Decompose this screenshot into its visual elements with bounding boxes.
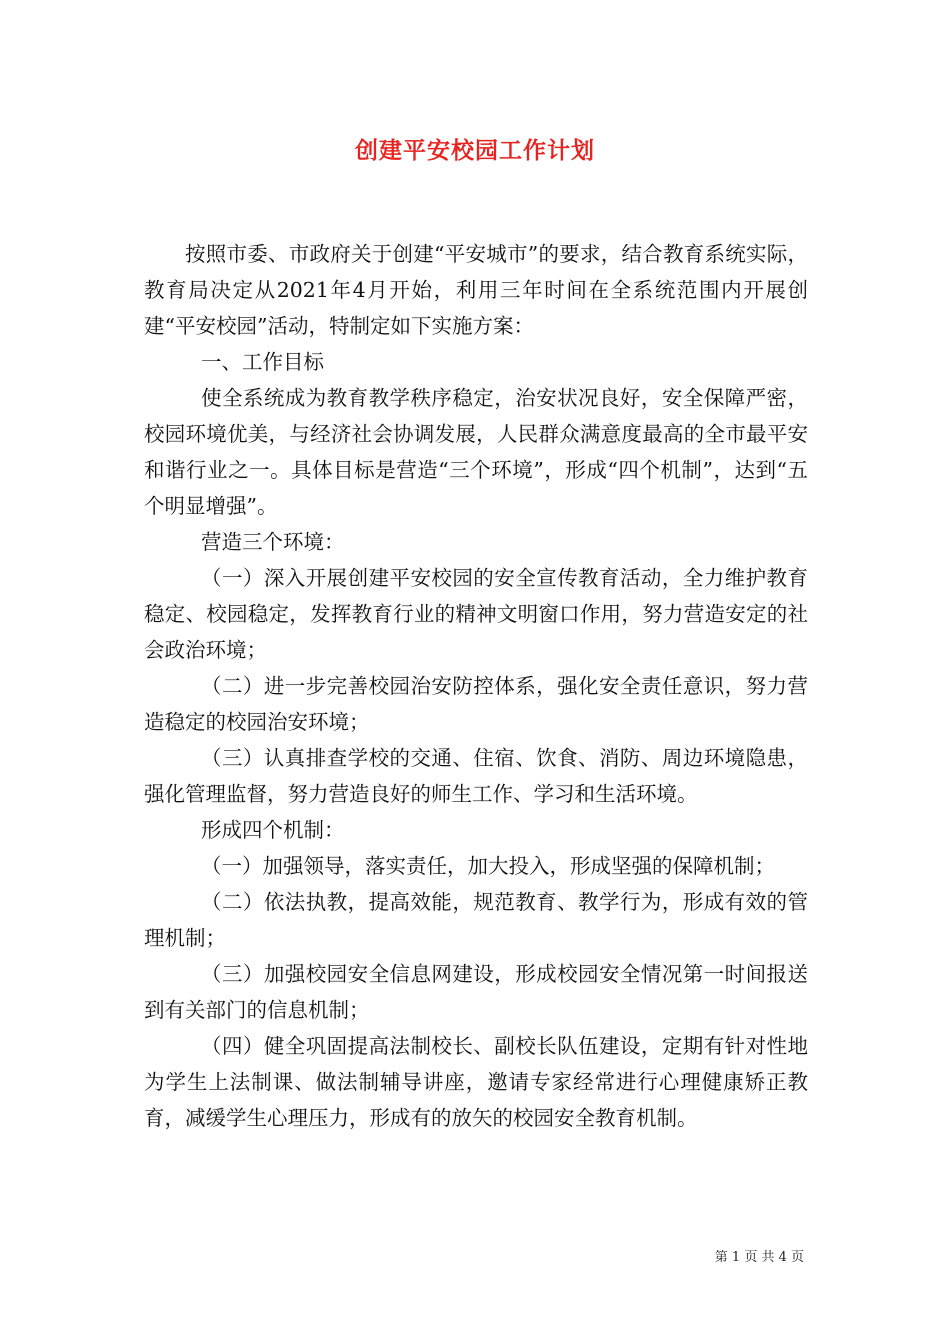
page-number-footer: 第 1 页 共 4 页	[714, 1250, 804, 1265]
mechanism-item-3: （三）加强校园安全信息网建设，形成校园安全情况第一时间报送到有关部门的信息机制；	[144, 962, 808, 1022]
environment-item-3: （三）认真排查学校的交通、住宿、饮食、消防、周边环境隐患，强化管理监督，努力营造良好的师生工作、学习和生活环境。	[144, 746, 808, 806]
section-heading-goals: 一、工作目标	[201, 350, 324, 374]
document-title: 创建平安校园工作计划	[355, 137, 595, 164]
environment-item-2: （二）进一步完善校园治安防控体系，强化安全责任意识，努力营造稳定的校园治安环境；	[144, 674, 808, 734]
goals-paragraph: 使全系统成为教育教学秩序稳定，治安状况良好，安全保障严密，校园环境优美，与经济社会协调发展，人民群众满意度最高的全市最平安和谐行业之一。具体目标是营造“三个环境”，形成“四个机制”，达到“五个明显增强”。	[144, 386, 808, 518]
mechanism-item-4: （四）健全巩固提高法制校长、副校长队伍建设，定期有针对性地为学生上法制课、做法制辅导讲座，邀请专家经常进行心理健康矫正教育，减缓学生心理压力，形成有的放矢的校园安全教育机制。	[144, 1034, 808, 1130]
mechanism-item-2: （二）依法执教，提高效能，规范教育、教学行为，形成有效的管理机制；	[144, 890, 808, 950]
document-body	[144, 236, 808, 1136]
environment-item-1: （一）深入开展创建平安校园的安全宣传教育活动，全力维护教育稳定、校园稳定，发挥教育行业的精神文明窗口作用，努力营造安定的社会政治环境；	[144, 566, 808, 662]
mechanism-item-1: （一）加强领导，落实责任，加大投入，形成坚强的保障机制；	[201, 854, 775, 878]
subheading-four-mechanisms: 形成四个机制：	[201, 818, 345, 842]
subheading-three-environments: 营造三个环境：	[201, 530, 345, 554]
intro-paragraph: 按照市委、市政府关于创建“平安城市”的要求，结合教育系统实际，教育局决定从2021年4月开始，利用三年时间在全系统范围内开展创建“平安校园”活动，特制定如下实施方案：	[144, 242, 808, 338]
